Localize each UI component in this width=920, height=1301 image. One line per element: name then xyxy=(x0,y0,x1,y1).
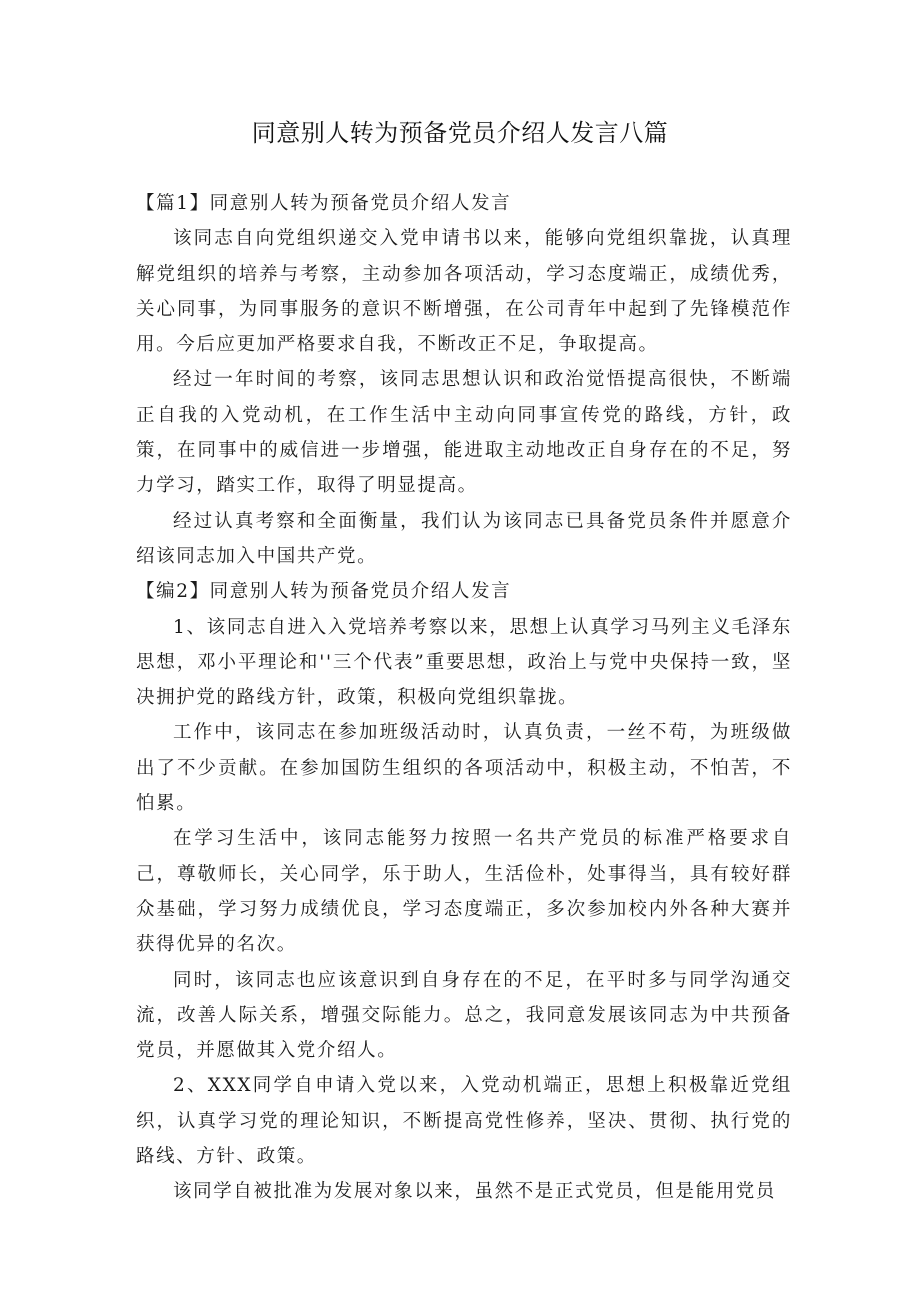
section-2-paragraph: 同时，该同志也应该意识到自身存在的不足，在平时多与同学沟通交流，改善人际关系，增强交际能力。总之，我同意发展该同志为中共预备党员，并愿做其入党介绍人。 xyxy=(136,969,792,1062)
document-body xyxy=(136,186,792,1210)
section-1-paragraph: 经过认真考察和全面衡量，我们认为该同志已具备党员条件并愿意介绍该同志加入中国共产党。 xyxy=(136,510,792,567)
section-2-paragraph: 1、该同志自进入入党培养考察以来，思想上认真学习马列主义毛泽东思想，邓小平理论和''三个代表”重要思想，政治上与党中央保持一致，坚决拥护党的路线方针，政策，积极向党组织靠拢。 xyxy=(136,616,792,709)
section-2-paragraph: 工作中，该同志在参加班级活动时，认真负责，一丝不苟，为班级做出了不少贡献。在参加国防生组织的各项活动中，积极主动，不怕苦，不怕累。 xyxy=(136,722,792,815)
document-title: 同意别人转为预备党员介绍人发言八篇 xyxy=(251,119,669,147)
section-2-heading: 【编2】同意别人转为预备党员介绍人发言 xyxy=(136,581,512,603)
section-2-paragraph: 该同学自被批准为发展对象以来，虽然不是正式党员，但是能用党员 xyxy=(173,1181,777,1203)
section-1-heading: 【篇1】同意别人转为预备党员介绍人发言 xyxy=(136,193,512,214)
section-2-paragraph: 在学习生活中，该同志能努力按照一名共产党员的标准严格要求自己，尊敬师长，关心同学，乐于助人，生活俭朴，处事得当，具有较好群众基础，学习努力成绩优良，学习态度端正，多次参加校内外各种大赛并获得优异的名次。 xyxy=(136,828,792,956)
section-1-paragraph: 该同志自向党组织递交入党申请书以来，能够向党组织靠拢，认真理解党组织的培养与考察，主动参加各项活动，学习态度端正，成绩优秀，关心同事，为同事服务的意识不断增强，在公司青年中起到了先锋模范作用。今后应更加严格要求自我，不断改正不足，争取提高。 xyxy=(136,228,792,356)
section-2-paragraph: 2、XXX同学自申请入党以来，入党动机端正，思想上积极靠近党组织，认真学习党的理论知识，不断提高党性修养，坚决、贯彻、执行党的路线、方针、政策。 xyxy=(136,1075,792,1168)
section-1-paragraph: 经过一年时间的考察，该同志思想认识和政治觉悟提高很快，不断端正自我的入党动机，在工作生活中主动向同事宣传党的路线，方针，政策，在同事中的威信进一步增强，能进取主动地改正自身存在的不足，努力学习，踏实工作，取得了明显提高。 xyxy=(136,369,792,497)
